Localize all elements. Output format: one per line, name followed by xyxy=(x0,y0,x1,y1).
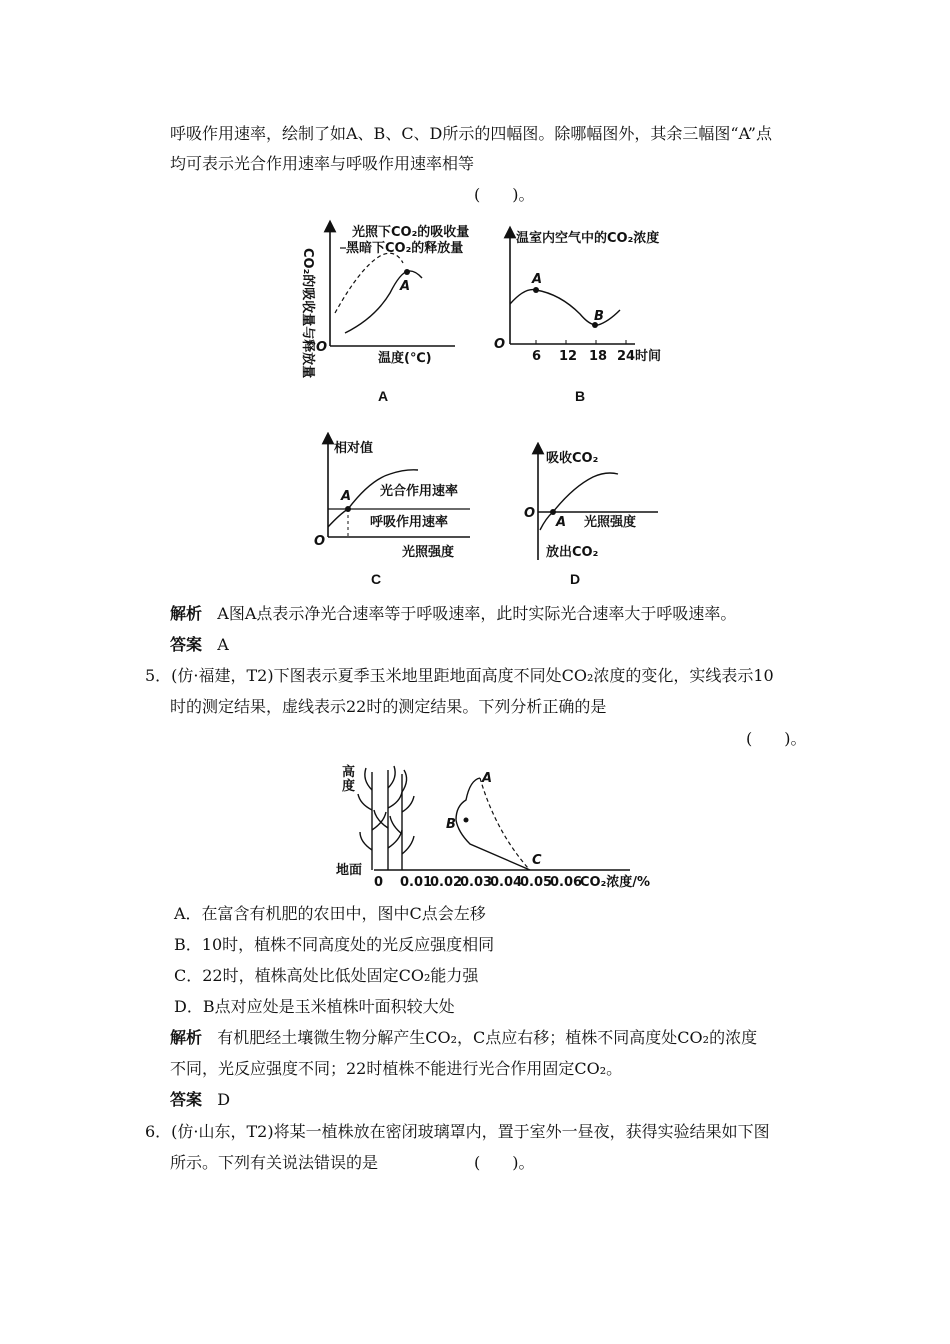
fig-q5-xlabel: CO₂浓度/% xyxy=(580,875,651,890)
fig-b-point-b-label: B xyxy=(594,309,604,324)
q5-analysis-label: 解析 xyxy=(170,1028,203,1047)
fig-c-xlabel: 光照强度 xyxy=(402,545,455,560)
fig-b-xlabel: 时间 xyxy=(635,349,662,364)
fig-a-point xyxy=(404,269,410,275)
q4-answer-value: A xyxy=(217,635,229,654)
fig-q5-tick-1: 0.01 xyxy=(400,875,433,890)
q5-analysis xyxy=(170,1028,757,1048)
fig-d-point-label: A xyxy=(556,515,567,530)
q6-text-line-1: 6．(仿·山东，T2)将某一植株放在密闭玻璃罩内，置于室外一昼夜，获得实验结果如下图 xyxy=(145,1122,770,1141)
fig-q5-ylabel-2: 度 xyxy=(342,779,356,794)
fig-q5-tick-0: 0 xyxy=(374,875,384,890)
fig-c-line-2-label: 呼吸作用速率 xyxy=(370,515,449,530)
fig-b-tick-6: 6 xyxy=(532,349,542,364)
fig-q5-point-a-label: A xyxy=(482,771,493,786)
fig-a-dark-curve xyxy=(335,253,403,313)
fig-d-top-label: 吸收CO₂ xyxy=(546,451,599,466)
q5-analysis-text-1: 有机肥经土壤微生物分解产生CO₂，C点应右移；植株不同高度处CO₂的浓度 xyxy=(217,1028,758,1047)
q5-text-line-1: 5．(仿·福建，T2)下图表示夏季玉米地里距地面高度不同处CO₂浓度的变化，实线表示10 xyxy=(145,666,774,685)
figure-d xyxy=(518,442,668,570)
q4-analysis-text: A图A点表示净光合速率等于呼吸速率，此时实际光合速率大于呼吸速率。 xyxy=(217,604,737,623)
fig-a-origin: O xyxy=(316,340,328,355)
fig-b-caption: B xyxy=(575,388,586,404)
fig-c-line-1-label: 光合作用速率 xyxy=(380,484,459,499)
fig-q5-tick-6: 0.06 xyxy=(550,875,583,890)
fig-q5-ground-label: 地面 xyxy=(336,863,363,878)
fig-a-xlabel: 温度(℃) xyxy=(378,351,432,366)
q5-answer-value: D xyxy=(217,1090,231,1109)
fig-d-bottom-label: 放出CO₂ xyxy=(546,545,599,560)
q4-answer-label: 答案 xyxy=(170,635,203,654)
q5-option-d: D．B点对应处是玉米植株叶面积较大处 xyxy=(174,997,455,1016)
fig-q5-tick-3: 0.03 xyxy=(460,875,493,890)
fig-b-point-a-label: A xyxy=(532,272,543,287)
fig-q5-tick-4: 0.04 xyxy=(490,875,523,890)
q6-text-line-2: 所示。下列有关说法错误的是 xyxy=(170,1153,379,1172)
fig-q5-point-b xyxy=(464,818,469,823)
q4-analysis xyxy=(170,604,736,624)
q4-answer-paren: ( )。 xyxy=(474,185,535,204)
fig-b-tick-18: 18 xyxy=(589,349,608,364)
fig-a-legend-1: 光照下CO₂的吸收量 xyxy=(352,225,470,240)
fig-q5-dashed-curve xyxy=(480,778,528,868)
q4-text-line-1: 呼吸作用速率，绘制了如A、B、C、D所示的四幅图。除哪幅图外，其余三幅图“A”点 xyxy=(170,124,772,143)
q5-answer-label: 答案 xyxy=(170,1090,203,1109)
q5-answer-paren: ( )。 xyxy=(746,729,807,748)
fig-q5-point-b-label: B xyxy=(446,817,456,832)
figure-c xyxy=(310,432,500,566)
fig-a-ylabel: CO₂的吸收量与释放量 xyxy=(300,248,315,379)
corn-plants-illustration xyxy=(358,766,414,870)
q4-answer xyxy=(170,635,229,655)
fig-b-tick-24: 24 xyxy=(617,349,636,364)
fig-b-title: 温室内空气中的CO₂浓度 xyxy=(516,231,660,246)
fig-c-ylabel: 相对值 xyxy=(334,441,374,456)
fig-c-origin: O xyxy=(314,534,326,549)
fig-a-legend-2: 黑暗下CO₂的释放量 xyxy=(346,241,464,256)
fig-c-point-label: A xyxy=(341,489,352,504)
fig-c-point xyxy=(345,506,351,512)
fig-c-caption: C xyxy=(371,571,382,587)
fig-d-xlabel: 光照强度 xyxy=(584,515,637,530)
fig-b-origin: O xyxy=(494,337,506,352)
q5-option-a: A．在富含有机肥的农田中，图中C点会左移 xyxy=(174,904,486,923)
figure-a xyxy=(290,218,500,390)
fig-q5-ylabel-1: 高 xyxy=(342,765,356,780)
fig-b-point-a xyxy=(533,287,539,293)
fig-q5-tick-5: 0.05 xyxy=(520,875,553,890)
figure-q5 xyxy=(330,760,660,892)
fig-d-caption: D xyxy=(570,571,581,587)
q4-text-line-2: 均可表示光合作用速率与呼吸作用速率相等 xyxy=(170,154,475,173)
q4-analysis-label: 解析 xyxy=(170,604,203,623)
fig-q5-point-c-label: C xyxy=(532,853,542,868)
q6-answer-paren: ( )。 xyxy=(474,1153,535,1172)
q5-option-c: C．22时，植株高处比低处固定CO₂能力强 xyxy=(174,966,479,985)
q5-answer xyxy=(170,1090,230,1110)
fig-q5-tick-2: 0.02 xyxy=(430,875,463,890)
q5-analysis-text-2: 不同，光反应强度不同；22时植株不能进行光合作用固定CO₂。 xyxy=(170,1059,623,1078)
q5-text-line-2: 时的测定结果，虚线表示22时的测定结果。下列分析正确的是 xyxy=(170,697,607,716)
figure-b xyxy=(490,222,680,370)
fig-a-light-curve xyxy=(345,271,422,333)
fig-d-origin: O xyxy=(524,506,536,521)
fig-a-point-label: A xyxy=(400,279,411,294)
fig-b-tick-12: 12 xyxy=(559,349,578,364)
fig-a-caption: A xyxy=(378,388,389,404)
q5-option-b: B．10时，植株不同高度处的光反应强度相同 xyxy=(174,935,495,954)
